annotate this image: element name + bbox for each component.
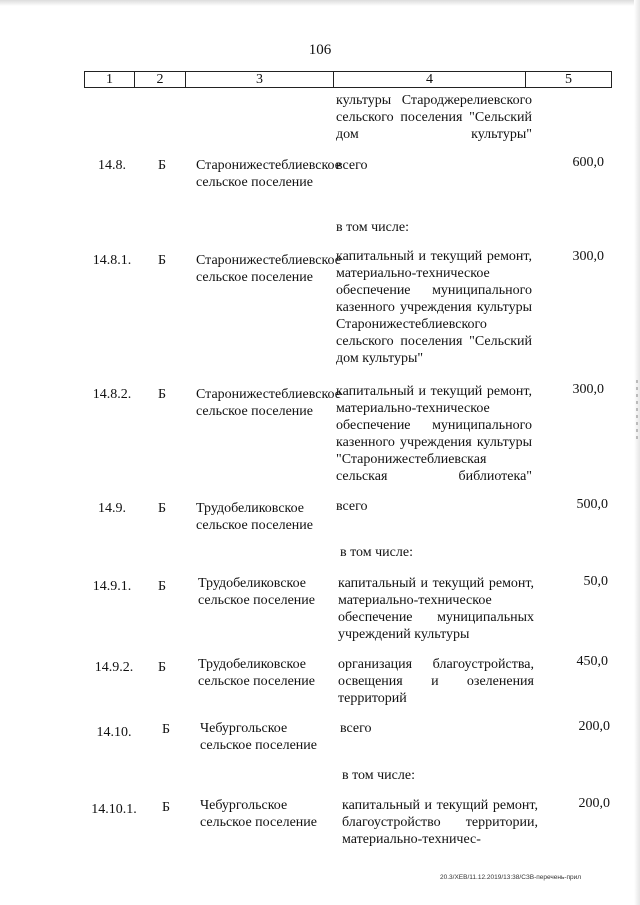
row-category: Б [157,501,167,516]
row-description: организация благоустройства, освещения и озеленения территорий [338,657,534,706]
scan-margin-marks [636,380,638,440]
row-description: капитальный и текущий ремонт, материально-техническое обеспечение муниципальных учреждений культуры [338,576,534,642]
row-recipient: Чебургольское сельское поселение [200,798,317,830]
row-recipient: Чебургольское сельское поселение [200,721,317,753]
header-col-5: 5 [565,72,572,87]
row-category: Б [157,579,167,594]
row-number: 14.8.2. [92,387,132,402]
row-number: 14.8.1. [92,253,132,268]
row-description: капитальный и текущий ремонт, материально-техническое обеспечение муниципального казенного учреждения культуры Старонижестеблиевского сельского поселения "Сельский дом культуры" [336,249,532,366]
page-number: 106 [308,42,332,58]
row-number: 14.9.1. [92,579,132,594]
row-number: 14.10. [96,725,132,740]
row-amount: 600,0 [572,155,604,170]
row-description: всего [336,499,368,514]
footer-stamp: 20.3/ХЕВ/11.12.2019/13:38/СЗВ-перечень-прил [440,874,582,881]
row-number: 14.8. [98,158,126,173]
subtotal-label: в том числе: [336,220,409,235]
header-col-4: 4 [334,72,526,87]
row-recipient: Трудобеликовское сельское поселение [196,501,313,533]
row-amount: 200,0 [578,719,610,734]
subtotal-label: в том числе: [340,545,413,560]
header-col-2: 2 [135,72,186,87]
row-category: Б [157,660,167,675]
row-description: всего [340,721,372,736]
row-category: Б [157,158,167,173]
row-amount: 300,0 [572,249,604,264]
scan-edge-top [0,0,640,6]
row-category: Б [157,253,167,268]
row-recipient: Старонижестеблиевское сельское поселение [196,158,341,190]
row-recipient: Старонижестеблиевское сельское поселение [196,253,341,285]
row-amount: 450,0 [576,654,608,669]
row-category: Б [161,722,171,737]
row-recipient: Трудобеликовское сельское поселение [198,576,315,608]
header-col-1: 1 [85,72,135,87]
row-description: капитальный и текущий ремонт, благоустройство территории, материально-техничес- [342,798,538,847]
subtotal-label: в том числе: [342,768,415,783]
row-description: всего [336,158,368,173]
row-number: 14.9. [98,501,126,516]
row-number: 14.10.1. [91,802,137,817]
row-description: капитальный и текущий ремонт, материально-техническое обеспечение муниципального казенного учреждения культуры "Старонижестеблиевская сельская библиотека" [336,384,532,484]
row-recipient: Трудобеликовское сельское поселение [198,657,315,689]
row-amount: 50,0 [583,574,608,589]
row-amount: 200,0 [578,796,610,811]
table-header-row [84,71,612,88]
row-amount: 500,0 [576,497,608,512]
row-amount: 300,0 [572,382,604,397]
scan-edge-right [634,0,640,905]
header-col-3: 3 [186,72,334,87]
row-number: 14.9.2. [94,660,134,675]
row-category: Б [157,387,167,402]
continuation-text: культуры Староджерелиевского сельского поселения "Сельский дом культуры" [336,93,532,142]
row-category: Б [161,800,171,815]
row-recipient: Старонижестеблиевское сельское поселение [196,387,341,419]
